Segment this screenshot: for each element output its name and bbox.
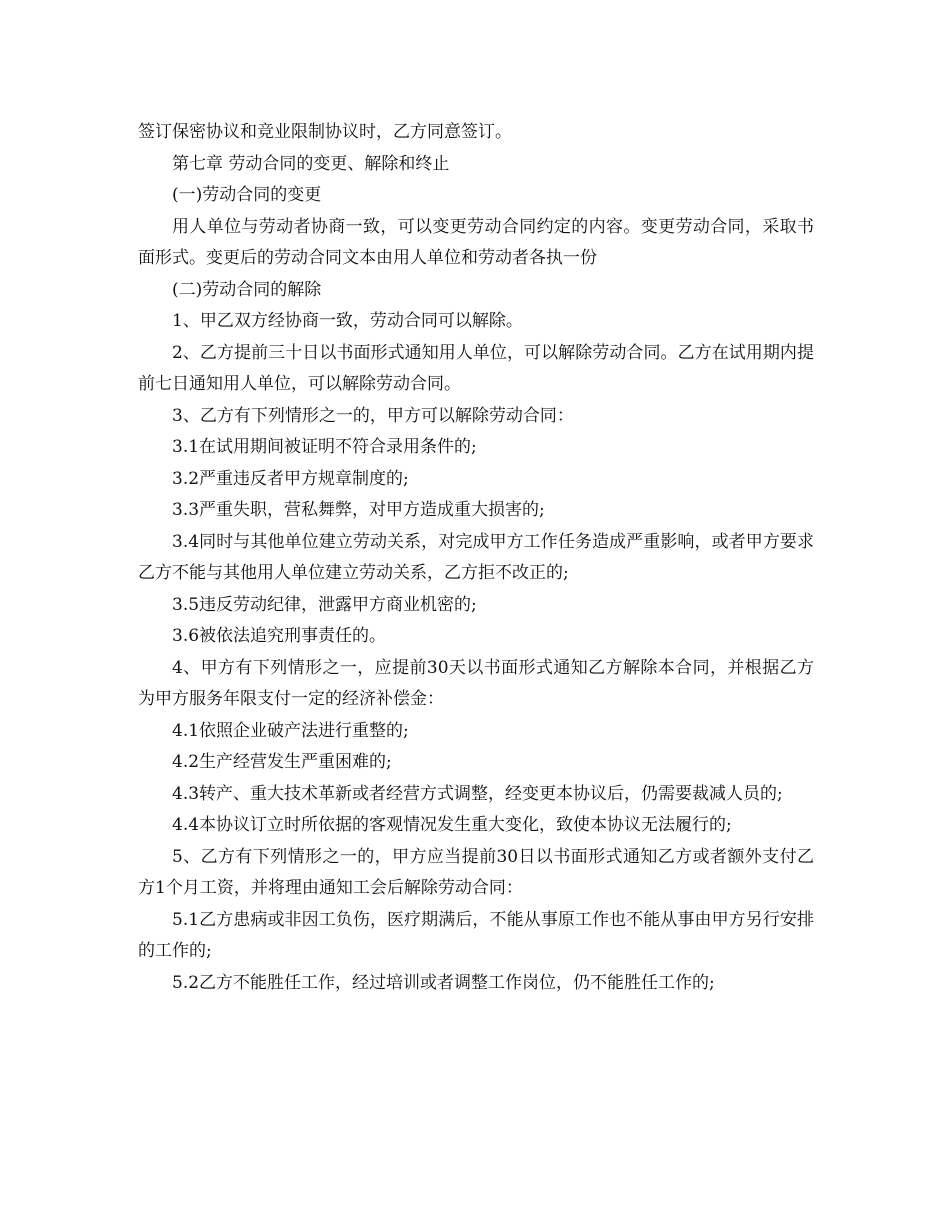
clause-3-6: 3.6被依法追究刑事责任的。 — [172, 626, 387, 646]
paragraph-continuation: 签订保密协议和竞业限制协议时，乙方同意签订。 — [138, 122, 512, 142]
clause-4-3: 4.3转产、重大技术革新或者经营方式调整，经变更本协议后，仍需要裁减人员的; — [172, 783, 783, 804]
clause-5: 5、乙方有下列情形之一的，甲方应当提前30日以书面形式通知乙方或者额外支付乙方1个月工资，并将理由通知工会后解除劳动合同： — [138, 846, 814, 898]
paragraph-change-terms: 用人单位与劳动者协商一致，可以变更劳动合同约定的内容。变更劳动合同，采取书面形式。变更后的劳动合同文本由用人单位和劳动者各执一份 — [138, 216, 814, 268]
clause-4-4: 4.4本协议订立时所依据的客观情况发生重大变化，致使本协议无法履行的; — [172, 815, 732, 835]
clause-4-1: 4.1依照企业破产法进行重整的; — [172, 720, 409, 741]
clause-3-3: 3.3严重失职，营私舞弊，对甲方造成重大损害的; — [172, 500, 545, 520]
clause-2: 2、乙方提前三十日以书面形式通知用人单位，可以解除劳动合同。乙方在试用期内提前七日通知用人单位，可以解除劳动合同。 — [138, 342, 814, 394]
clause-4-2: 4.2生产经营发生严重困难的; — [172, 752, 392, 772]
section-heading-termination: (二)劳动合同的解除 — [172, 279, 322, 300]
chapter-heading: 第七章 劳动合同的变更、解除和终止 — [172, 153, 450, 174]
clause-3-2: 3.2严重违反者甲方规章制度的; — [172, 468, 409, 489]
clause-3-4: 3.4同时与其他单位建立劳动关系，对完成甲方工作任务造成严重影响，或者甲方要求乙方不能与其他用人单位建立劳动关系，乙方拒不改正的; — [138, 531, 814, 583]
clause-5-1: 5.1乙方患病或非因工负伤，医疗期满后，不能从事原工作也不能从事由甲方另行安排的工作的; — [138, 909, 814, 961]
clause-3-1: 3.1在试用期间被证明不符合录用条件的; — [172, 437, 477, 457]
clause-5-2: 5.2乙方不能胜任工作，经过培训或者调整工作岗位，仍不能胜任工作的; — [172, 972, 715, 993]
document-body — [138, 117, 814, 999]
clause-1: 1、甲乙双方经协商一致，劳动合同可以解除。 — [172, 311, 523, 331]
clause-4: 4、甲方有下列情形之一，应提前30天以书面形式通知乙方解除本合同，并根据乙方为甲方服务年限支付一定的经济补偿金： — [138, 657, 814, 709]
section-heading-change: (一)劳动合同的变更 — [172, 185, 322, 205]
clause-3: 3、乙方有下列情形之一的，甲方可以解除劳动合同： — [172, 405, 574, 426]
clause-3-5: 3.5违反劳动纪律，泄露甲方商业机密的; — [172, 594, 477, 615]
